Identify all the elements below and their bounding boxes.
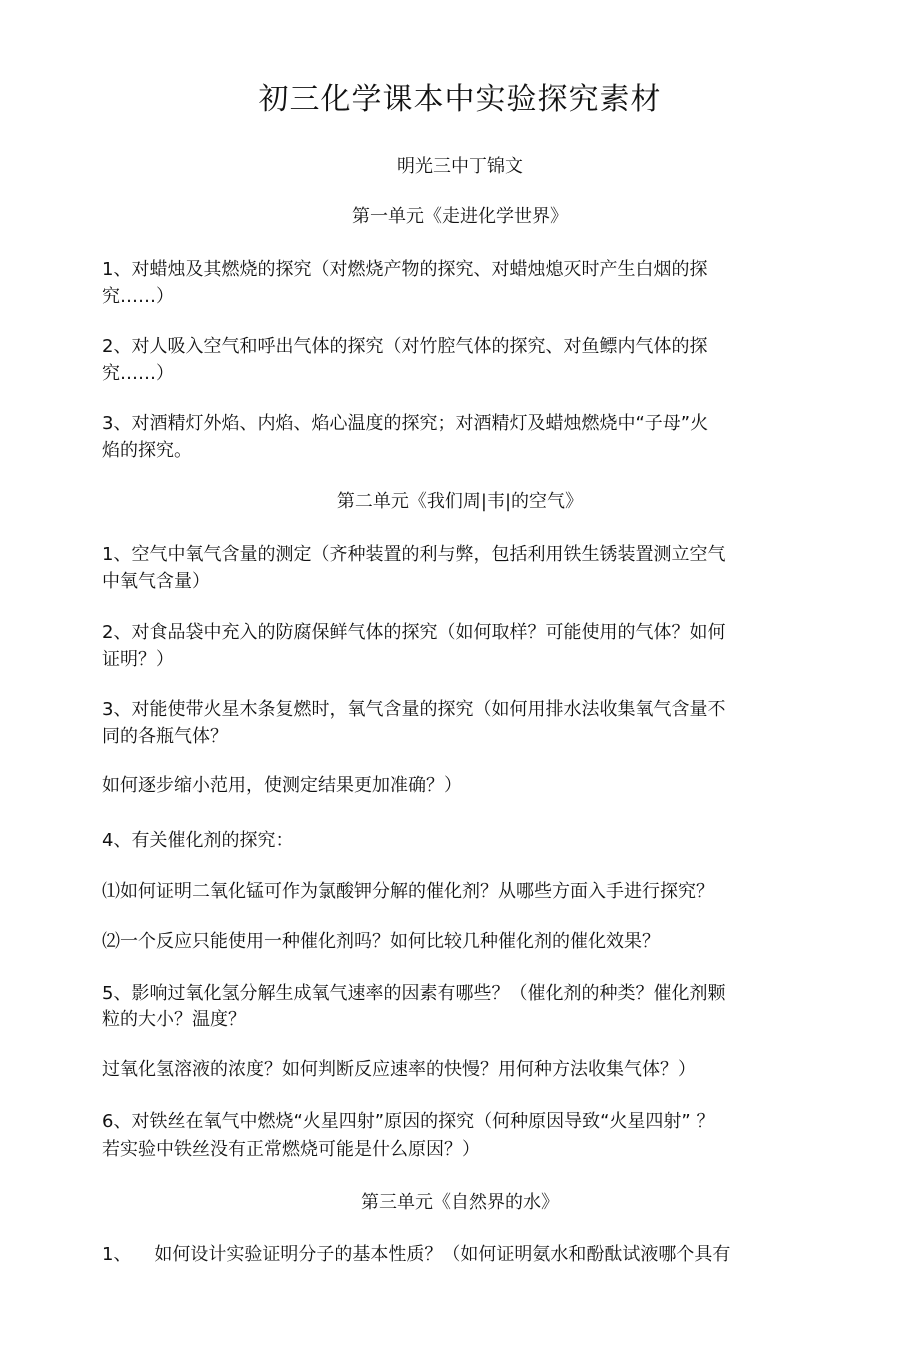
unit2-item1-line1: 1、空气中氧气含量的测定（齐种装置的利与弊，包括利用铁生锈装置测立空气 [102, 544, 726, 565]
unit1-item3-line1: 3、对酒精灯外焰、内焰、焰心温度的探究；对酒精灯及蜡烛燃烧中“子母”火 [102, 413, 709, 434]
document-title: 初三化学课本中实验探究素材 [258, 82, 662, 117]
unit2-item5-line2: 粒的大小？温度？ [102, 1009, 246, 1030]
unit2-item1-line2: 中氧气含量） [102, 571, 210, 592]
unit2-item4-sub1: ⑴如何证明二氧化锰可作为氯酸钾分解的催化剂？从哪些方面入手进行探究？ [102, 881, 714, 902]
unit2-item4-sub2: ⑵一个反应只能使用一种催化剂吗？如何比较几种催化剂的催化效果？ [102, 931, 660, 952]
unit2-item2-line1: 2、对食品袋中充入的防腐保鲜气体的探究（如何取样？可能使用的气体？如何 [102, 622, 726, 643]
unit2-item3-line1: 3、对能使带火星木条复燃时，氧气含量的探究（如何用排水法收集氧气含量不 [102, 699, 726, 720]
unit1-item1-line1: 1、对蜡烛及其燃烧的探究（对燃烧产物的探究、对蜡烛熄灭时产生白烟的探 [102, 259, 708, 280]
unit3-item1-line1: 1、 如何设计实验证明分子的基本性质？（如何证明氨水和酚酞试液哪个具有 [102, 1244, 731, 1265]
unit2-item5-line3: 过氧化氢溶液的浓度？如何判断反应速率的快慢？用何种方法收集气体？） [102, 1059, 696, 1080]
unit1-heading: 第一单元《走进化学世界》 [352, 206, 568, 227]
unit3-heading: 第三单元《自然界的水》 [361, 1192, 559, 1213]
unit1-item3-line2: 焰的探究。 [102, 440, 192, 461]
unit2-item6-line1: 6、对铁丝在氧气中燃烧“火星四射”原因的探究（何种原因导致“火星四射” ？ [102, 1111, 715, 1132]
unit1-item2-line1: 2、对人吸入空气和呼出气体的探究（对竹腔气体的探究、对鱼鳔内气体的探 [102, 336, 708, 357]
unit2-item5-line1: 5、影响过氧化氢分解生成氧气速率的因素有哪些？（催化剂的种类？催化剂颗 [102, 983, 726, 1004]
unit2-item3-line2: 同的各瓶气体？ [102, 726, 228, 747]
unit2-item3-line3: 如何逐步缩小范用，使测定结果更加准确？） [102, 775, 462, 796]
unit1-item2-line2: 究……） [102, 363, 174, 384]
author-line: 明光三中丁锦文 [397, 156, 523, 177]
unit2-heading: 第二单元《我们周|韦|的空气》 [336, 491, 584, 512]
unit2-item2-line2: 证明？） [102, 649, 174, 670]
unit2-item4: 4、有关催化剂的探究： [102, 830, 294, 851]
unit2-item6-line2: 若实验中铁丝没有正常燃烧可能是什么原因？） [102, 1139, 480, 1160]
unit1-item1-line2: 究……） [102, 286, 174, 307]
